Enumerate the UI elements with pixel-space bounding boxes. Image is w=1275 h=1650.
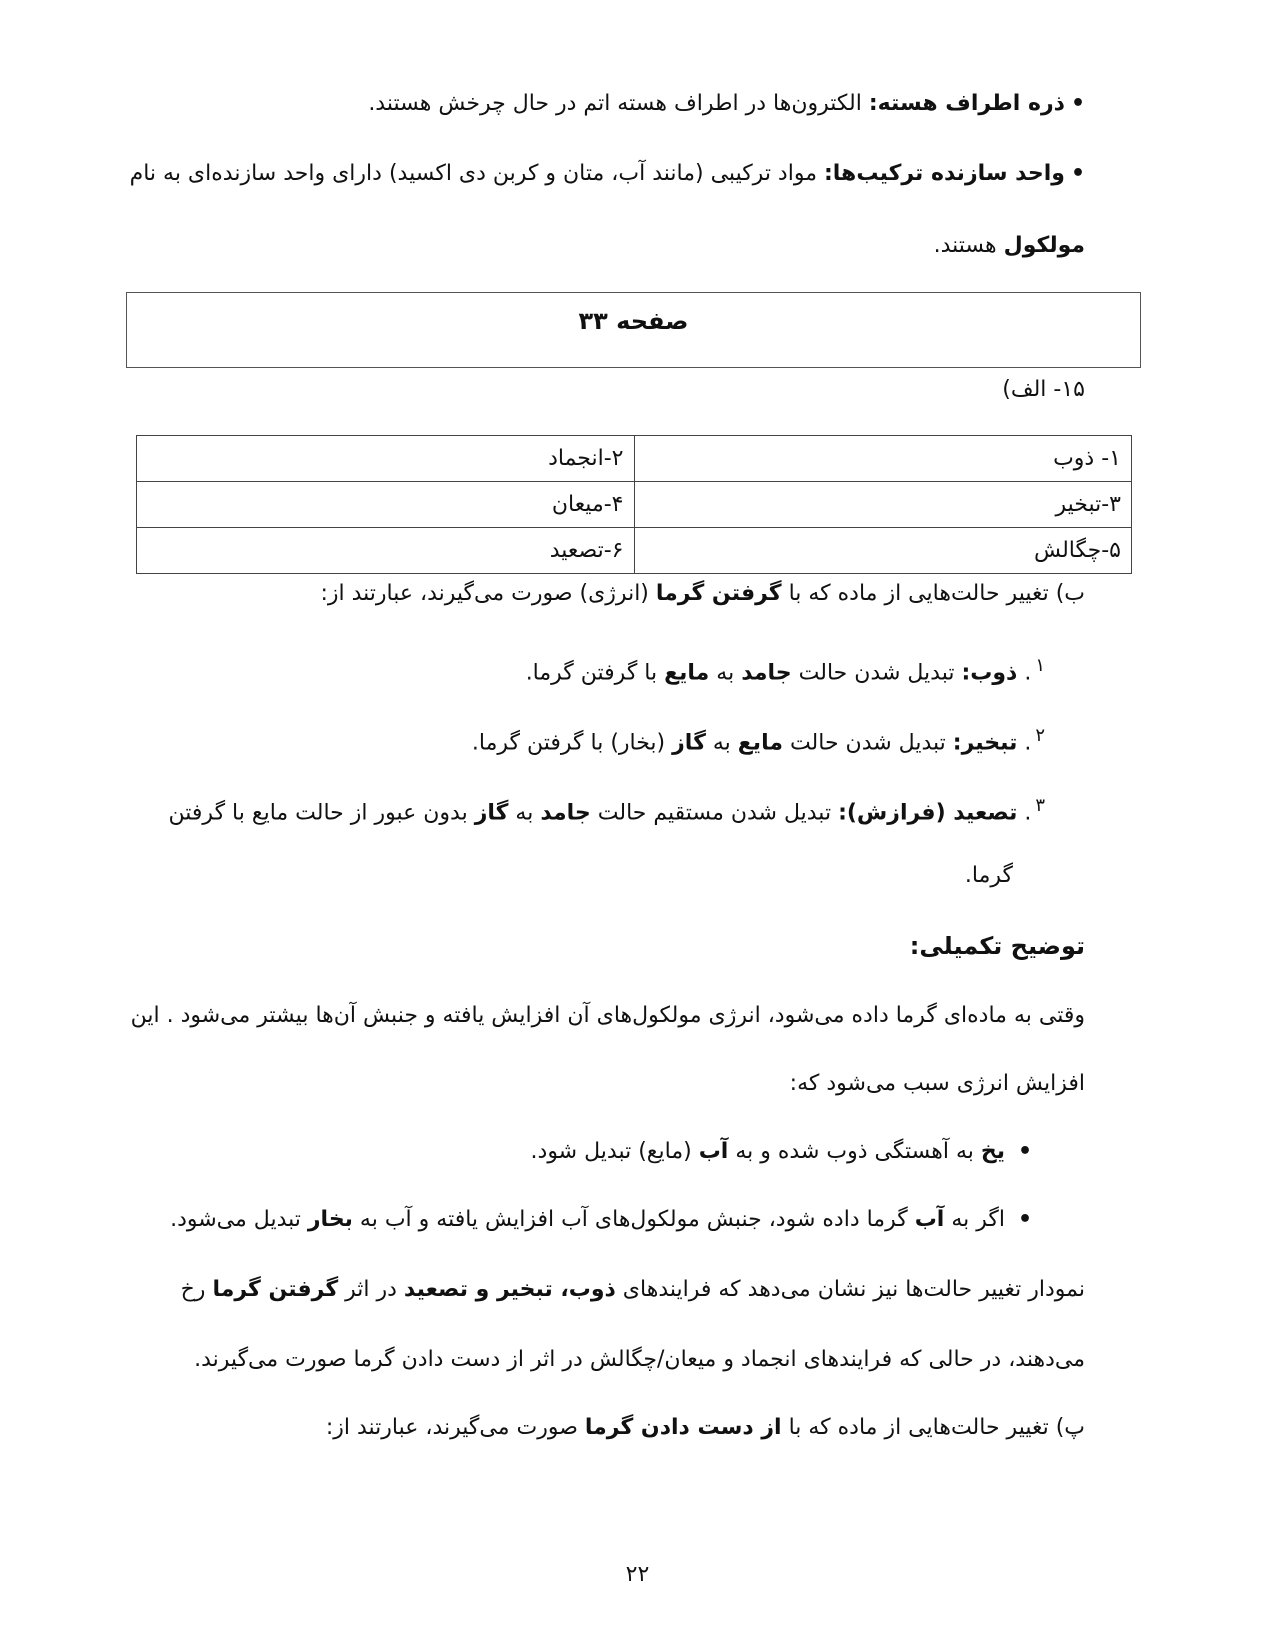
term-bold: مولکول [1003, 233, 1085, 258]
question-label: ۱۵- الف) [1002, 377, 1085, 402]
part-b-intro [320, 576, 1085, 612]
table-cell: ۳-تبخیر [634, 482, 1132, 528]
term-bold: مایع [737, 730, 783, 756]
paragraph-compound-unit [130, 156, 1085, 192]
term-bold: بخار [307, 1207, 353, 1232]
text-segment: (انرژی) صورت می‌گیرند، عبارتند از: [320, 581, 656, 606]
text-segment: در اثر [338, 1277, 404, 1302]
term-bold: گاز [672, 730, 706, 756]
text-segment: تبدیل می‌شود. [170, 1207, 308, 1232]
text-segment: به [705, 730, 738, 756]
table-cell: ۱- ذوب [634, 436, 1132, 482]
paragraph-text: مواد ترکیبی (مانند آب، متان و کربن دی اکسید) دارای واحد سازنده‌ای به نام [129, 161, 824, 186]
text-segment: تبدیل شدن حالت [791, 660, 962, 686]
supplement-bullet-ice [531, 1134, 1045, 1170]
section-heading-box [126, 292, 1141, 368]
term-bold: ذره اطراف هسته: [868, 91, 1065, 116]
term-bold: جامد [741, 660, 792, 686]
chart-paragraph-line-1 [181, 1272, 1085, 1308]
text-segment: (مایع) تبدیل شود. [530, 1139, 699, 1164]
term-bold: جامد [540, 800, 591, 826]
bullet-icon: • [1017, 1207, 1033, 1232]
paragraph-text: الکترون‌ها در اطراف هسته اتم در حال چرخش هستند. [368, 91, 869, 116]
text-segment: صورت می‌گیرند، عبارتند از: [325, 1415, 585, 1440]
term-bold: گرفتن گرما [212, 1277, 339, 1302]
term-bold: ذوب: [961, 660, 1018, 686]
table-cell: ۵-چگالش [634, 528, 1132, 574]
text-segment: اگر به [944, 1207, 1005, 1232]
term-bold: ذوب، تبخیر و تصعید [403, 1277, 616, 1302]
part-p-intro [326, 1410, 1085, 1446]
list-item-sublimation-continuation: گرما. [964, 863, 1013, 888]
states-table [136, 435, 1132, 574]
text-segment: به آهستگی ذوب شده و به [728, 1139, 981, 1164]
term-bold: گرفتن گرما [655, 581, 782, 606]
paragraph-nucleus-particle [368, 86, 1085, 122]
supplement-line-2: افزایش انرژی سبب می‌شود که: [789, 1071, 1085, 1096]
text-segment: به [508, 800, 541, 826]
bullet-icon: • [1017, 1139, 1033, 1164]
list-number: ۱ [1035, 655, 1045, 676]
chart-paragraph-line-2: می‌دهند، در حالی که فرایندهای انجماد و میعان/چگالش در اثر از دست دادن گرما صورت می‌گیرند. [194, 1347, 1085, 1372]
text-segment: ب) تغییر حالت‌هایی از ماده که با [781, 581, 1085, 606]
table-row [137, 482, 1132, 528]
term-bold: گاز [474, 800, 509, 826]
supplement-line-1: وقتی به ماده‌ای گرما داده می‌شود، انرژی مولکول‌های آن افزایش یافته و جنبش آن‌ها بیشتر می‌شود . این [130, 1003, 1085, 1028]
text-segment: با گرفتن گرما. [525, 660, 665, 686]
supplement-bullet-water [170, 1202, 1045, 1238]
table-row [137, 436, 1132, 482]
list-item-sublimation: $^۳$. تصعید (فرازش): تبدیل شدن مستقیم حالت جامد به گاز بدون عبور از حالت مایع با گرفتن [168, 795, 1045, 826]
text-segment: (بخار) با گرفتن گرما. [471, 730, 673, 756]
term-bold: مایع [664, 660, 710, 686]
text-segment: پ) تغییر حالت‌هایی از ماده که با [781, 1415, 1085, 1440]
term-bold: یخ [980, 1139, 1005, 1164]
text-segment: گرما داده شود، جنبش مولکول‌های آب افزایش یافته و آب به [352, 1207, 915, 1232]
bullet-icon: • [1070, 91, 1085, 116]
supplement-heading: توضیح تکمیلی: [909, 932, 1085, 960]
text-segment: به [709, 660, 742, 686]
table-cell: ۶-تصعید [137, 528, 635, 574]
term-bold: واحد سازنده ترکیب‌ها: [824, 161, 1065, 186]
term-bold: آب [914, 1207, 945, 1232]
list-number: ۳ [1035, 795, 1045, 816]
list-item-melting: $^۱$. ذوب: تبدیل شدن حالت جامد به مایع با گرفتن گرما. [525, 655, 1045, 686]
table-row [137, 528, 1132, 574]
paragraph-compound-unit-continuation [934, 228, 1085, 264]
text-segment: بدون عبور از حالت مایع با گرفتن [168, 800, 475, 826]
term-bold: تبخیر: [952, 730, 1018, 756]
list-number: ۲ [1035, 725, 1045, 746]
text-segment: نمودار تغییر حالت‌ها نیز نشان می‌دهد که فرایندهای [615, 1277, 1085, 1302]
table-cell: ۴-میعان [137, 482, 635, 528]
section-heading-title: صفحه ۳۳ [578, 307, 689, 335]
term-bold: آب [698, 1139, 729, 1164]
page-number: ۲۲ [625, 1562, 650, 1587]
term-bold: تصعید (فرازش): [838, 800, 1018, 826]
text-segment: تبدیل شدن مستقیم حالت [590, 800, 839, 826]
term-bold: از دست دادن گرما [584, 1415, 782, 1440]
bullet-icon: • [1070, 161, 1085, 186]
paragraph-text: هستند. [933, 233, 1004, 258]
list-item-evaporation: $^۲$. تبخیر: تبدیل شدن حالت مایع به گاز (بخار) با گرفتن گرما. [471, 725, 1045, 756]
text-segment: رخ [180, 1277, 213, 1302]
text-segment: تبدیل شدن حالت [782, 730, 953, 756]
table-cell: ۲-انجماد [137, 436, 635, 482]
